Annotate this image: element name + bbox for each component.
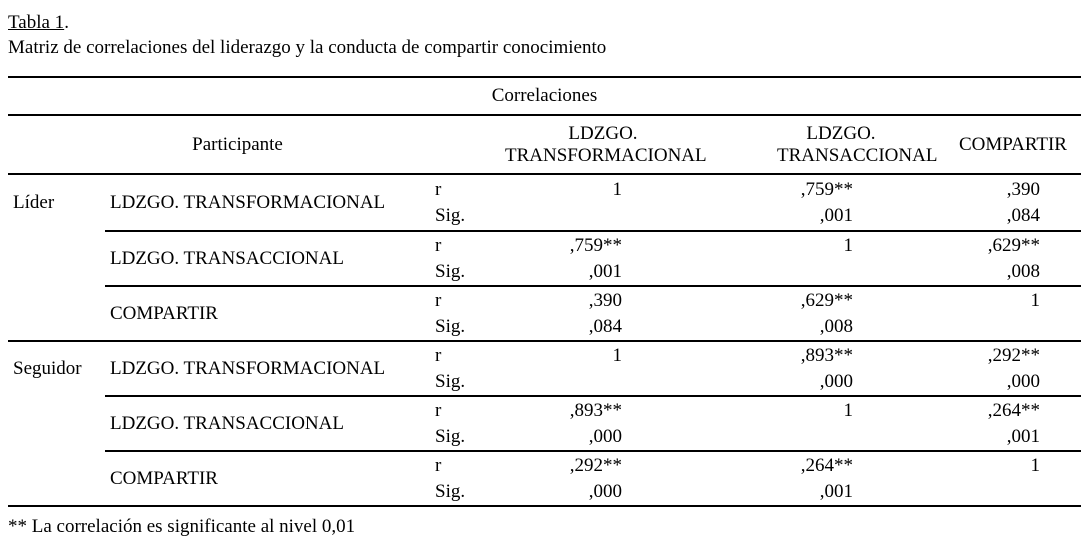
r-value: ,629** xyxy=(800,289,853,311)
header-line: LDZGO. xyxy=(568,122,638,144)
stat-label-sig: Sig. xyxy=(435,425,466,447)
r-value: ,759** xyxy=(800,178,853,200)
variable-label: LDZGO. TRANSFORMACIONAL xyxy=(110,357,386,379)
r-value: 1 xyxy=(1030,289,1040,311)
table-label xyxy=(8,10,1081,35)
sig-value: ,008 xyxy=(819,315,853,337)
sig-value xyxy=(905,314,1081,340)
header-participante: Participante xyxy=(192,133,283,155)
r-value: ,292** xyxy=(987,344,1040,366)
variable-cell xyxy=(105,342,430,395)
group-label: Seguidor xyxy=(13,357,82,379)
value-cell xyxy=(905,175,1081,230)
table-spanner-row xyxy=(8,78,1081,116)
spanner-title: Correlaciones xyxy=(491,85,598,106)
variable-cell xyxy=(105,230,430,285)
stat-label-sig: Sig. xyxy=(435,370,466,392)
value-cell xyxy=(701,175,905,230)
value-cell xyxy=(505,450,701,505)
r-value: 1 xyxy=(843,399,853,421)
sig-value: ,000 xyxy=(819,370,853,392)
group-label-cell xyxy=(8,342,105,395)
value-cell xyxy=(905,450,1081,505)
stat-label-cell xyxy=(430,342,505,395)
table-row xyxy=(8,450,1081,505)
table-row xyxy=(8,395,1081,450)
group-label-cell xyxy=(8,230,105,285)
header-ldzgo-transaccional xyxy=(701,122,938,167)
value-cell xyxy=(505,342,701,395)
group-label-cell xyxy=(8,450,105,505)
r-value: 1 xyxy=(1030,454,1040,476)
variable-label: LDZGO. TRANSACCIONAL xyxy=(110,412,344,434)
r-value: 1 xyxy=(612,344,622,366)
r-value: ,759** xyxy=(569,234,622,256)
r-value: ,264** xyxy=(800,454,853,476)
variable-cell xyxy=(105,450,430,505)
table-row xyxy=(8,230,1081,285)
value-cell xyxy=(505,230,701,285)
stat-label-r: r xyxy=(435,454,442,476)
value-cell xyxy=(505,285,701,340)
r-value: ,629** xyxy=(987,234,1040,256)
stat-label-r: r xyxy=(435,234,442,256)
group-label-cell xyxy=(8,285,105,340)
value-cell xyxy=(905,230,1081,285)
variable-cell xyxy=(105,395,430,450)
sig-value: ,000 xyxy=(588,480,622,502)
stat-label-r: r xyxy=(435,399,442,421)
sig-value xyxy=(701,259,905,285)
header-line: TRANSFORMACIONAL xyxy=(505,144,707,166)
value-cell xyxy=(505,395,701,450)
r-value: ,893** xyxy=(569,399,622,421)
sig-value: ,001 xyxy=(588,260,622,282)
stat-label-cell xyxy=(430,230,505,285)
sig-value xyxy=(505,203,701,229)
stat-label-r: r xyxy=(435,289,442,311)
table-header-row xyxy=(8,116,1081,175)
variable-label: COMPARTIR xyxy=(110,302,218,324)
r-value: ,390 xyxy=(1006,178,1040,200)
header-line: TRANSACCIONAL xyxy=(777,144,938,166)
r-value: 1 xyxy=(612,178,622,200)
value-cell xyxy=(701,450,905,505)
header-compartir xyxy=(905,134,1081,156)
table-label-period: . xyxy=(64,12,69,33)
table-row xyxy=(8,285,1081,340)
stat-label-sig: Sig. xyxy=(435,204,466,226)
sig-value xyxy=(905,479,1081,505)
table-row xyxy=(8,340,1081,395)
stat-label-cell xyxy=(430,395,505,450)
stat-label-cell xyxy=(430,450,505,505)
group-label: Líder xyxy=(13,191,55,213)
sig-value xyxy=(701,424,905,450)
stat-label-cell xyxy=(430,175,505,230)
sig-value: ,000 xyxy=(1006,370,1040,392)
correlation-table xyxy=(8,76,1081,507)
stat-label-sig: Sig. xyxy=(435,480,466,502)
stat-label-cell xyxy=(430,285,505,340)
r-value: ,292** xyxy=(569,454,622,476)
value-cell xyxy=(701,342,905,395)
table-caption: Matriz de correlaciones del liderazgo y la conducta de compartir conocimiento xyxy=(8,37,607,58)
sig-value: ,084 xyxy=(588,315,622,337)
stat-label-sig: Sig. xyxy=(435,315,466,337)
r-value: ,893** xyxy=(800,344,853,366)
sig-value: ,084 xyxy=(1006,204,1040,226)
value-cell xyxy=(905,285,1081,340)
variable-cell xyxy=(105,175,430,230)
sig-value: ,008 xyxy=(1006,260,1040,282)
sig-value: ,001 xyxy=(819,480,853,502)
r-value: ,390 xyxy=(588,289,622,311)
significance-footnote: ** La correlación es significante al nivel 0,01 xyxy=(8,516,356,537)
r-value: ,264** xyxy=(987,399,1040,421)
variable-cell xyxy=(105,285,430,340)
group-label-cell xyxy=(8,175,105,230)
value-cell xyxy=(905,342,1081,395)
group-label-cell xyxy=(8,395,105,450)
variable-label: LDZGO. TRANSFORMACIONAL xyxy=(110,191,386,213)
r-value: 1 xyxy=(843,234,853,256)
stat-label-sig: Sig. xyxy=(435,260,466,282)
stat-label-r: r xyxy=(435,178,442,200)
table-label-text: Tabla 1 xyxy=(8,12,65,33)
stat-label-r: r xyxy=(435,344,442,366)
value-cell xyxy=(701,395,905,450)
header-line: LDZGO. xyxy=(806,122,876,144)
value-cell xyxy=(701,285,905,340)
sig-value: ,001 xyxy=(1006,425,1040,447)
variable-label: LDZGO. TRANSACCIONAL xyxy=(110,247,344,269)
sig-value: ,001 xyxy=(819,204,853,226)
table-row xyxy=(8,175,1081,230)
value-cell xyxy=(701,230,905,285)
header-ldzgo-transformacional xyxy=(505,122,707,167)
value-cell xyxy=(505,175,701,230)
header-line: COMPARTIR xyxy=(959,133,1067,155)
sig-value xyxy=(505,369,701,395)
sig-value: ,000 xyxy=(588,425,622,447)
variable-label: COMPARTIR xyxy=(110,467,218,489)
value-cell xyxy=(905,395,1081,450)
